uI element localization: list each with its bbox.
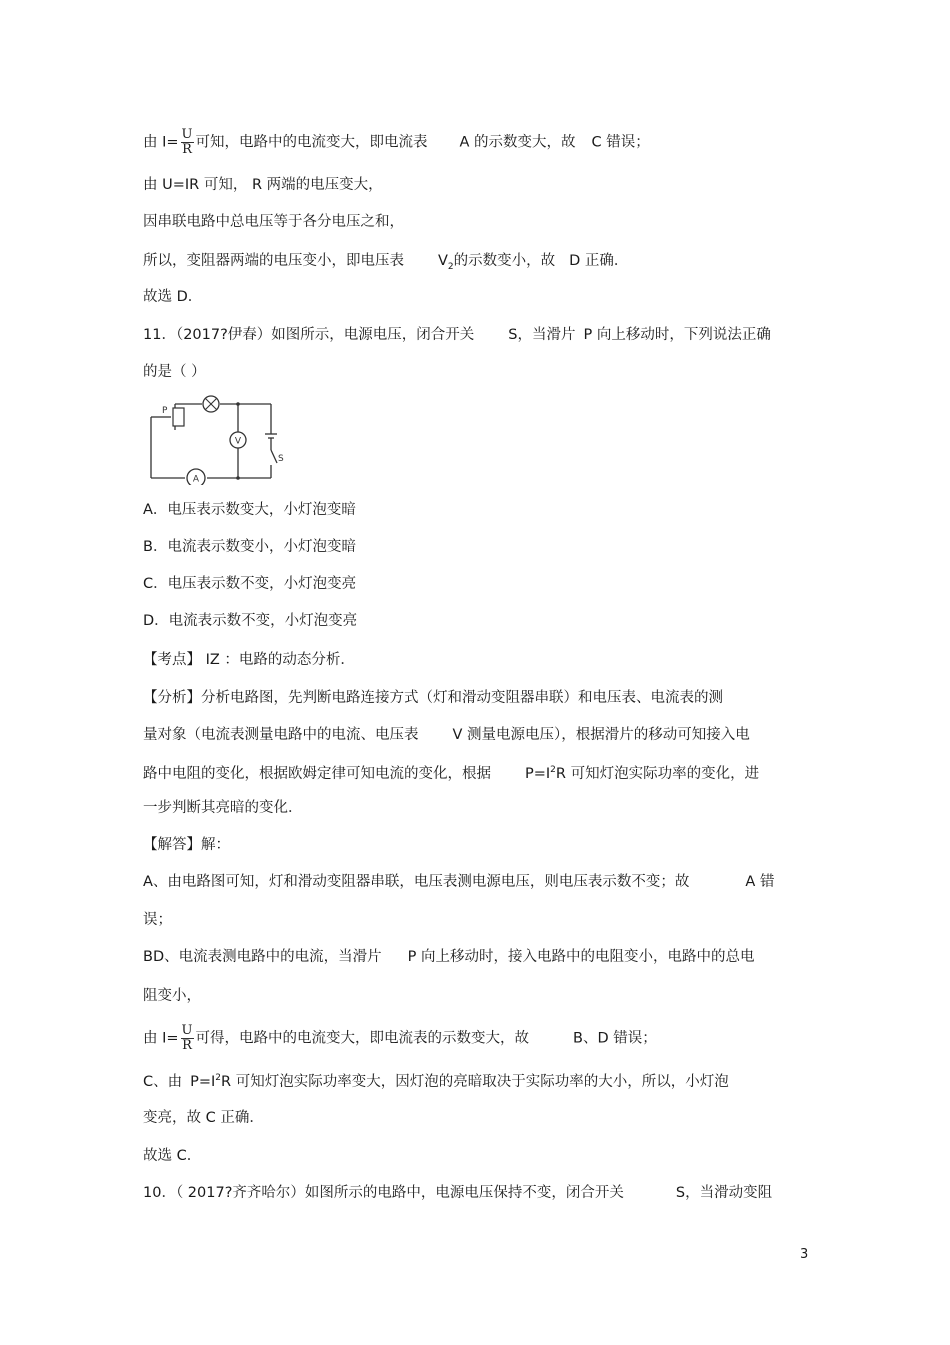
line-4: 所以，变阻器两端的电压变小，即电压表 $V_2$的示数变小，故 D 正确．	[143, 253, 629, 272]
answer-c-3: 故选 C．	[143, 1148, 202, 1164]
analysis-2: 量对象（电流表测量电路中的电流、电压表 V 测量电源电压），根据滑片的移动可知接入电	[143, 727, 750, 743]
option-c: C．电压表示数不变，小灯泡变亮	[143, 576, 357, 592]
label-s: S	[278, 454, 284, 464]
line-2: 由 U=IR 可知， R 两端的电压变大，	[143, 177, 383, 193]
line-3: 因串联电路中总电压等于各分电压之和，	[143, 214, 404, 230]
circuit-diagram	[147, 390, 287, 485]
question-11-cont: 的是（ ）	[143, 364, 206, 380]
option-b: B．电流表示数变小，小灯泡变暗	[143, 539, 356, 555]
rheostat	[173, 408, 184, 426]
option-a: A．电压表示数变大，小灯泡变暗	[143, 502, 356, 518]
line-5: 故选 D．	[143, 289, 203, 305]
question-10: 10．（ 2017?齐齐哈尔）如图所示的电路中，电源电压保持不变，闭合开关 S，当滑动变阻	[143, 1185, 773, 1201]
label-p: P	[162, 406, 168, 416]
answer-bd-3: 由 I= $\frac{U}{R}$ 可得，电路中的电流变大，即电流表的示数变大，故 B、D 错误；	[143, 1023, 657, 1053]
fraction-u-over-r: $\frac{U}{R}$	[181, 127, 193, 157]
analysis-4: 一步判断其亮暗的变化．	[143, 800, 303, 816]
kaodian: 【考点】 IZ ：电路的动态分析．	[143, 652, 355, 668]
answer-bd-1: BD、电流表测电路中的电流，当滑片 P 向上移动时，接入电路中的电阻变小，电路中的总电	[143, 949, 755, 965]
answer-a-1: A、由电路图可知，灯和滑动变阻器串联，电压表测电源电压，则电压表示数不变；故 A 错	[143, 874, 775, 890]
analysis-3: 路中电阻的变化，根据欧姆定律可知电流的变化，根据 $P=I^2R$ 可知灯泡实际功率的变化，进	[143, 765, 760, 782]
voltmeter-label: V	[234, 436, 242, 447]
fraction-u-over-r-2: $\frac{U}{R}$	[181, 1023, 193, 1053]
answer-heading: 【解答】解：	[143, 837, 230, 853]
analysis-1: 【分析】分析电路图，先判断电路连接方式（灯和滑动变阻器串联）和电压表、电流表的测	[143, 690, 723, 706]
question-11: 11．（2017?伊春）如图所示，电源电压，闭合开关 S，当滑片 P 向上移动时，下列说法正确	[143, 327, 771, 343]
answer-a-2: 误；	[143, 912, 172, 928]
answer-c-2: 变亮，故 C 正确．	[143, 1110, 264, 1126]
ammeter-label: A	[192, 474, 200, 485]
answer-c-1: C、由 $P=I^2R$ 可知灯泡实际功率变大，因灯泡的亮暗取决于实际功率的大小，所以，小灯泡	[143, 1073, 729, 1090]
answer-bd-2: 阻变小，	[143, 988, 201, 1004]
line-1: 由 I= $\frac{U}{R}$ 可知，电路中的电流变大，即电流表 A 的示数变大，故 C 错误；	[143, 127, 650, 157]
page-number: 3	[800, 1247, 809, 1262]
option-d: D．电流表示数不变，小灯泡变亮	[143, 613, 358, 629]
